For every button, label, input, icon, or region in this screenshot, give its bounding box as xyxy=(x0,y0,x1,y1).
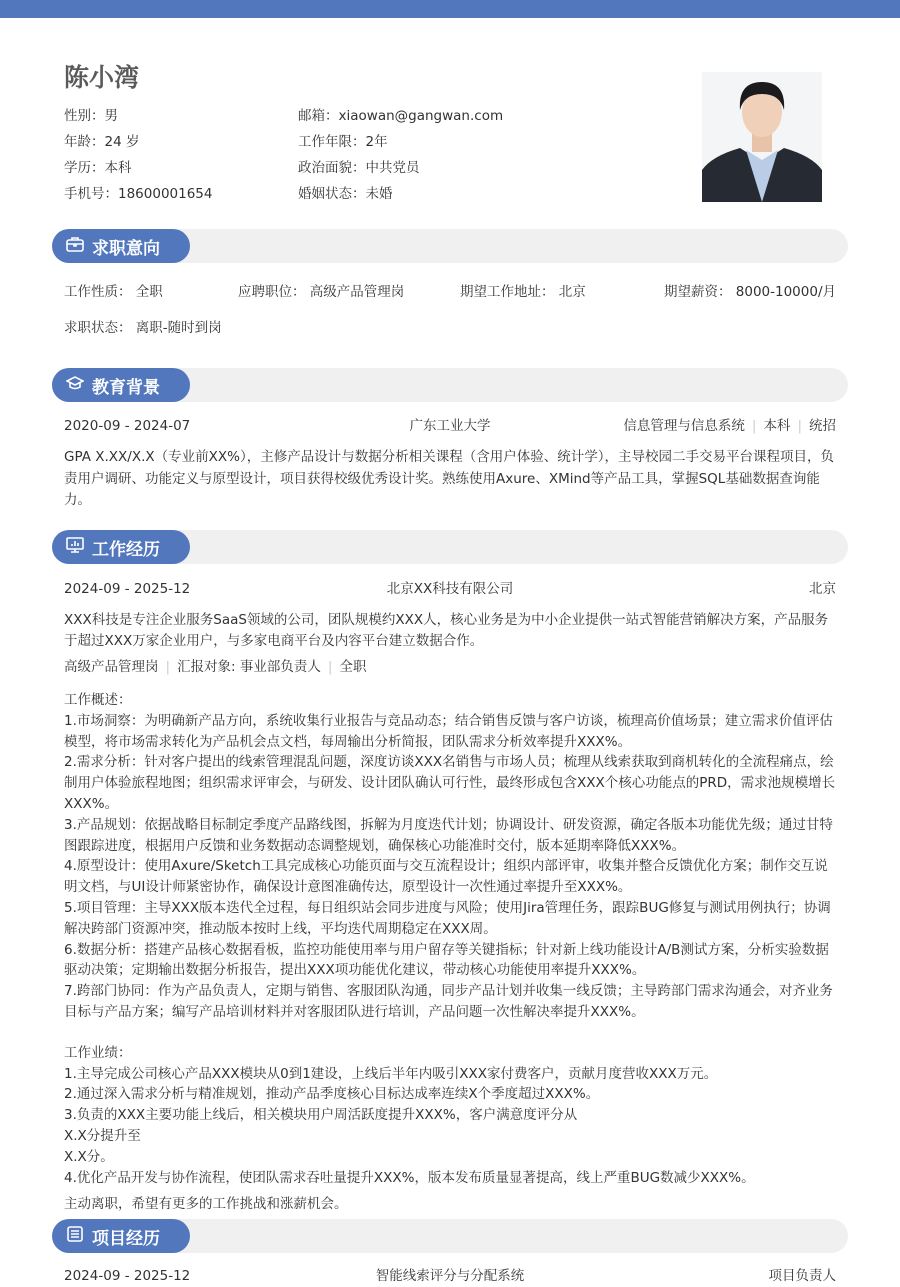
section-title: 工作经历 xyxy=(92,539,160,560)
work-city: 北京 xyxy=(809,581,836,597)
section-header-project xyxy=(52,1219,848,1253)
summary-item: 1.市场洞察：为明确新产品方向，系统收集行业报告与竞品动态；结合销售反馈与客户访谈，梳理高价值场景；建立需求价值评估模型，将市场需求转化为产品机会点文档，每周输出分析简报，团队需求分析效率提升XXX%。 xyxy=(64,712,833,750)
info-label: 年龄： xyxy=(64,134,105,150)
top-accent-bar xyxy=(0,0,900,18)
project-name: 智能线索评分与分配系统 xyxy=(375,1268,525,1284)
result-item: 3.负责的XXX主要功能上线后，相关模块用户周活跃度提升XXX%，客户满意度评分从 xyxy=(64,1107,578,1124)
result-item: 4.优化产品开发与协作流程，使团队需求吞吐量提升XXX%，版本发布质量显著提高，线上严重BUG数减少XXX%。 xyxy=(64,1169,755,1186)
info-value: 中共党员 xyxy=(365,160,420,176)
leave-reason: 主动离职，希望有更多的工作挑战和涨薪机会。 xyxy=(64,1196,348,1213)
info-value: 男 xyxy=(104,108,118,124)
company-desc: XXX科技是专注企业服务SaaS领域的公司，团队规模约XXX人，核心业务是为中小企业提供一站式智能营销解决方案，产品服务于超过XXX万家企业用户，与多家电商平台及内容平台建立数据合作。 xyxy=(64,612,829,649)
work-dates: 2024-09 - 2025-12 xyxy=(64,581,191,597)
candidate-name: 陈小湾 xyxy=(64,63,140,92)
edu-type: 统招 xyxy=(809,418,836,434)
info-label: 政治面貌： xyxy=(298,160,366,176)
info-label: 性别： xyxy=(64,108,105,124)
document-list-icon xyxy=(66,1226,84,1247)
results-title: 工作业绩： xyxy=(64,1044,132,1061)
monitor-chart-icon xyxy=(66,537,84,558)
info-label: 婚姻状态： xyxy=(298,186,366,202)
edu-desc: GPA X.XX/X.X（专业前XX%），主修产品设计与数据分析相关课程（含用户体验、统计学），主导校园二手交易平台课程项目，负责用户调研、功能定义与原型设计，项目获得校级优秀设计奖。熟练使用Axure、XMind等产品工具，掌握SQL基础数据查询能力。 xyxy=(64,449,834,508)
section-title: 项目经历 xyxy=(92,1228,160,1249)
intent-label: 工作性质： xyxy=(64,284,132,300)
result-item: 2.通过深入需求分析与精准规划，推动产品季度核心目标达成率连续X个季度超过XXX%。 xyxy=(64,1086,600,1103)
result-item: X.X分。 xyxy=(64,1148,114,1165)
info-value: 2年 xyxy=(365,134,388,150)
section-header-work xyxy=(52,530,848,564)
info-value: 本科 xyxy=(104,160,132,176)
project-role: 项目负责人 xyxy=(768,1268,836,1284)
info-label: 手机号： xyxy=(64,186,118,202)
graduation-cap-icon xyxy=(66,375,84,396)
intent-block xyxy=(64,282,836,339)
section-title: 教育背景 xyxy=(92,377,160,398)
edu-school: 广东工业大学 xyxy=(409,418,491,434)
info-value: 24 岁 xyxy=(104,134,140,150)
intent-value: 8000-10000/月 xyxy=(735,284,836,300)
info-label: 工作年限： xyxy=(298,134,366,150)
info-row xyxy=(64,130,503,156)
summary-item: 4.原型设计：使用Axure/Sketch工具完成核心功能页面与交互流程设计；组织内部评审，收集并整合反馈优化方案；制作交互说明文档，与UI设计师紧密协作，确保设计意图准确传达，原型设计一次性通过率提升至XXX%。 xyxy=(64,858,828,896)
info-value: 未婚 xyxy=(365,186,393,202)
summary-title: 工作概述： xyxy=(64,692,132,708)
work-results xyxy=(64,1043,836,1189)
intent-label: 应聘职位： xyxy=(238,284,306,300)
summary-item: 7.跨部门协同：作为产品负责人，定期与销售、客服团队沟通，同步产品计划并收集一线反馈；主导跨部门需求沟通会，对齐业务目标与产品方案；编写产品培训材料并对客服团队进行培训，产品问题一次性解决率提升XXX%。 xyxy=(64,983,833,1020)
intent-value: 离职-随时到岗 xyxy=(135,320,222,336)
briefcase-icon xyxy=(66,236,84,257)
education-entry: 2020-09 - 2024-07 广东工业大学 信息管理与信息系统 | 本科 | 统招 GPA X.XX/X.X（专业前XX%），主修产品设计与数据分析相关课程（含用户体验、统计学），主导校园二手交易平台课程项目，负责用户调研、功能定义与原型设计，项目获得校级优秀设计奖。熟练使用Axure、XMind等产品工具，掌握SQL基础数据查询能力。 xyxy=(64,416,836,512)
work-tag: 汇报对象: 事业部负责人 xyxy=(177,659,321,675)
work-tag: 高级产品管理岗 xyxy=(64,659,159,675)
summary-item: 3.产品规划：依据战略目标制定季度产品路线图，拆解为月度迭代计划；协调设计、研发资源，确定各版本功能优先级；通过甘特图跟踪进度，根据用户反馈和业务数据动态调整规划，确保核心功能准时交付，版本延期率降低XXX%。 xyxy=(64,816,833,854)
summary-item: 6.数据分析：搭建产品核心数据看板，监控功能使用率与用户留存等关键指标；针对新上线功能设计A/B测试方案，分析实验数据驱动决策；定期输出数据分析报告，提出XXX项功能优化建议，带动核心功能使用率提升XXX%。 xyxy=(64,941,829,979)
result-item: X.X分提升至 xyxy=(64,1127,141,1144)
intent-label: 求职状态： xyxy=(64,320,132,336)
project-dates: 2024-09 - 2025-12 xyxy=(64,1268,191,1284)
basic-info xyxy=(64,104,503,208)
work-entry: 2024-09 - 2025-12 北京XX科技有限公司 北京 XXX科技是专注企业服务SaaS领域的公司，团队规模约XXX人，核心业务是为中小企业提供一站式智能营销解决方案，产品服务于超过XXX万家企业用户，与多家电商平台及内容平台建立数据合作。 高级产品管理岗 | 汇报对象: 事业部负责人 | 全职 工作概述： 1.市场洞察：为明确新产品方向，系统收集行业报告与竞品动态；结合销售反馈与客户访谈，梳理高价值场景；建立需求价值评估模型，将市场需求转化为产品机会点文档，每周输出分析简报，团队需求分析效率提升XXX%。 2.需求分析：针对客户提出的线索管理混乱问题，深度访谈XXX名销售与市场人员；梳理从线索获取到商机转化的全流程痛点，绘制用户体验旅程地图；组织需求评审会，与研发、设计团队确认可行性，最终形成包含XXX个核心功能点的PRD，需求池规模增长XXX%。 3.产品规划：依据战略目标制定季度产品路线图，拆解为月度迭代计划；协调设计、研发资源，确定各版本功能优先级；通过甘特图跟踪进度，根据用户反馈和业务数据动态调整规划，确保核心功能准时交付，版本延期率降低XXX%。 4.原型设计：使用Axure/Sketch工具完成核心功能页面与交互流程设计；组织内部评审，收集并整合反馈优化方案；制作交互说明文档，与UI设计师紧密协作，确保设计意图准确传达，原型设计一次性通过率提升至XXX%。 5.项目管理：主导XXX版本迭代全过程，每日组织站会同步进度与风险；使用Jira管理任务，跟踪BUG修复与测试用例执行；协调解决跨部门资源冲突，推动版本按时上线，平均迭代周期稳定在XXX周。 6.数据分析：搭建产品核心数据看板，监控功能使用率与用户留存等关键指标；针对新上线功能设计A/B测试方案，分析实验数据驱动决策；定期输出数据分析报告，提出XXX项功能优化建议，带动核心功能使用率提升XXX%。 7.跨部门协同：作为产品负责人，定期与销售、客服团队沟通，同步产品计划并收集一线反馈；主导跨部门需求沟通会，对齐业务目标与产品方案；编写产品培训材料并对客服团队进行培训，产品问题一次性解决率提升XXX%。 工作业绩： 1.主导完成公司核心产品XXX模块从0到1建设，上线后半年内吸引XXX家付费客户，贡献月度营收XXX万元。 2.通过深入需求分析与精准规划，推动产品季度核心目标达成率连续X个季度超过XXX%。 3.负责的XXX主要功能上线后，相关模块用户周活跃度提升XXX%，客户满意度评分从 X.X分提升至 X.X分。 4.优化产品开发与协作流程，使团队需求吞吐量提升XXX%，版本发布质量显著提高，线上严重BUG数减少XXX%。 主动离职，希望有更多的工作挑战和涨薪机会。 xyxy=(64,579,836,1215)
result-item: 1.主导完成公司核心产品XXX模块从0到1建设，上线后半年内吸引XXX家付费客户，贡献月度营收XXX万元。 xyxy=(64,1065,718,1082)
work-tag: 全职 xyxy=(339,659,367,675)
intent-value: 北京 xyxy=(558,284,586,300)
info-value: 18600001654 xyxy=(118,186,213,202)
info-row xyxy=(64,104,503,130)
info-row xyxy=(64,156,503,182)
project-entry xyxy=(64,1266,836,1287)
section-header-education xyxy=(52,368,848,402)
work-company: 北京XX科技有限公司 xyxy=(386,581,514,597)
section-header-intent xyxy=(52,229,848,263)
edu-major: 信息管理与信息系统 xyxy=(623,418,745,434)
edu-degree: 本科 xyxy=(763,418,791,434)
edu-dates: 2020-09 - 2024-07 xyxy=(64,418,191,434)
summary-item: 5.项目管理：主导XXX版本迭代全过程，每日组织站会同步进度与风险；使用Jira管理任务，跟踪BUG修复与测试用例执行；协调解决跨部门资源冲突，推动版本按时上线，平均迭代周期稳定在XXX周。 xyxy=(64,899,831,937)
summary-item: 2.需求分析：针对客户提出的线索管理混乱问题，深度访谈XXX名销售与市场人员；梳理从线索获取到商机转化的全流程痛点，绘制用户体验旅程地图；组织需求评审会，与研发、设计团队确认可行性，最终形成包含XXX个核心功能点的PRD，需求池规模增长XXX%。 xyxy=(64,754,836,812)
info-value: xiaowan@gangwan.com xyxy=(338,108,504,124)
info-label: 学历： xyxy=(64,160,105,176)
intent-value: 全职 xyxy=(135,284,163,300)
intent-value: 高级产品管理岗 xyxy=(309,284,405,300)
profile-photo xyxy=(702,72,822,202)
section-title: 求职意向 xyxy=(92,238,160,259)
info-row xyxy=(64,182,503,208)
info-label: 邮箱： xyxy=(298,108,339,124)
intent-label: 期望薪资： xyxy=(663,284,732,300)
intent-label: 期望工作地址： xyxy=(460,284,555,300)
work-summary xyxy=(64,690,836,1023)
